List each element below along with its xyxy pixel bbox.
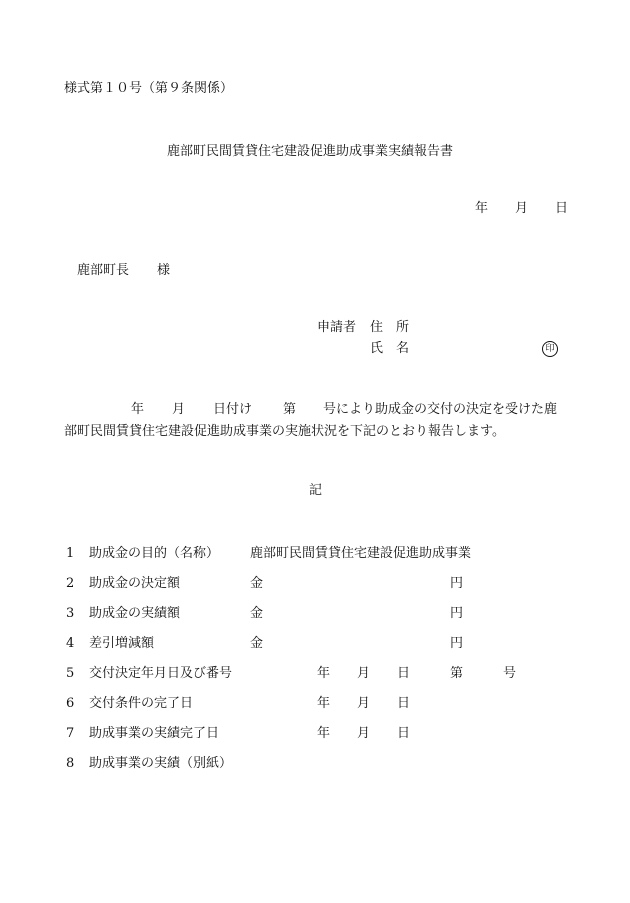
item-label: 助成金の実績額: [89, 606, 181, 621]
item-kin: 金: [250, 606, 264, 621]
item-yen: 円: [450, 636, 464, 651]
body-day-dated: 日付け: [213, 402, 253, 417]
item-year: 年: [317, 666, 331, 681]
item-number: 7: [66, 726, 75, 741]
address-label: 住 所: [370, 320, 410, 335]
item-month: 月: [357, 726, 371, 741]
item-year: 年: [317, 696, 331, 711]
addressee-honorific: 様: [157, 263, 171, 278]
date-month: 月: [515, 201, 529, 216]
item-number: 2: [66, 576, 75, 591]
form-number: 様式第１０号（第９条関係）: [64, 81, 234, 96]
item-kin: 金: [250, 636, 264, 651]
seal-mark: 印: [542, 341, 558, 357]
item-number: 4: [66, 636, 75, 651]
item-day: 日: [397, 666, 411, 681]
item-month: 月: [357, 666, 371, 681]
item-label: 助成金の目的（名称）: [89, 546, 220, 561]
item-label: 交付条件の完了日: [89, 696, 194, 711]
addressee-name: 鹿部町長: [77, 263, 130, 278]
item-number: 3: [66, 606, 75, 621]
item-month: 月: [357, 696, 371, 711]
item-label: 助成事業の実績（別紙）: [89, 756, 233, 771]
item-number: 6: [66, 696, 75, 711]
item-label: 交付決定年月日及び番号: [89, 666, 233, 681]
item-label: 助成金の決定額: [89, 576, 181, 591]
ki-heading: 記: [309, 483, 323, 498]
item-kin: 金: [250, 576, 264, 591]
item-go: 号: [503, 666, 517, 681]
date-year: 年: [475, 201, 489, 216]
item-year: 年: [317, 726, 331, 741]
body-line1-rest: 号により助成金の交付の決定を受けた鹿: [323, 402, 558, 417]
item-number: 1: [66, 546, 75, 561]
item-label: 助成事業の実績完了日: [89, 726, 220, 741]
item-dai: 第: [450, 666, 464, 681]
applicant-label: 申請者: [317, 320, 357, 335]
item-day: 日: [397, 696, 411, 711]
item-number: 5: [66, 666, 75, 681]
body-number-prefix: 第: [283, 402, 297, 417]
name-label: 氏 名: [370, 341, 410, 356]
body-month: 月: [172, 402, 186, 417]
date-day: 日: [555, 201, 569, 216]
item-number: 8: [66, 756, 75, 771]
body-line2: 部町民間賃貸住宅建設促進助成事業の実施状況を下記のとおり報告します。: [64, 424, 505, 439]
document-title: 鹿部町民間賃貸住宅建設促進助成事業実績報告書: [167, 144, 454, 159]
body-year: 年: [131, 402, 145, 417]
item-label: 差引増減額: [89, 636, 155, 651]
item-yen: 円: [450, 606, 464, 621]
item-value: 鹿部町民間賃貸住宅建設促進助成事業: [250, 546, 472, 561]
item-yen: 円: [450, 576, 464, 591]
item-day: 日: [397, 726, 411, 741]
